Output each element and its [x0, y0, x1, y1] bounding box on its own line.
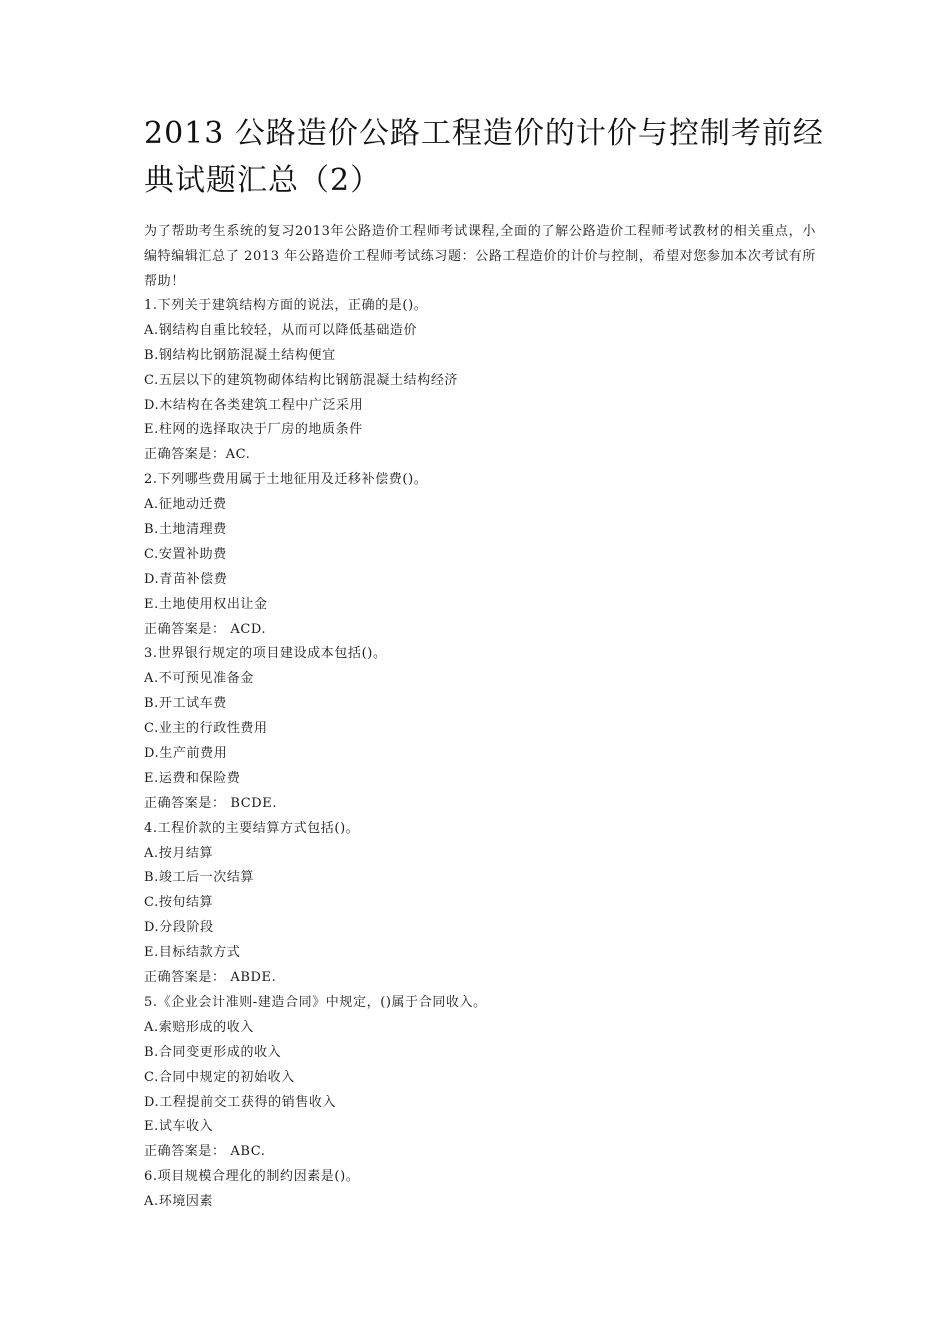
question-list [144, 294, 816, 1215]
question-2 [144, 468, 816, 642]
question-stem: 3.世界银行规定的项目建设成本包括()。 [144, 646, 387, 662]
option-b: B.合同变更形成的收入 [144, 1044, 282, 1060]
question-stem: 6.项目规模合理化的制约因素是()。 [144, 1169, 360, 1185]
answer-line: 正确答案是： BCDE. [144, 795, 278, 811]
question-1 [144, 294, 816, 468]
option-c: C.按旬结算 [144, 895, 214, 911]
question-stem: 4.工程价款的主要结算方式包括()。 [144, 820, 360, 836]
option-e: E.目标结款方式 [144, 945, 241, 961]
option-c: C.安置补助费 [144, 546, 227, 562]
option-d: D.青苗补偿费 [144, 571, 228, 587]
answer-line: 正确答案是：AC. [144, 447, 251, 463]
option-a: A.按月结算 [144, 845, 214, 861]
document-body [144, 219, 816, 1215]
answer-line: 正确答案是： ACD. [144, 621, 267, 637]
option-e: E.试车收入 [144, 1119, 214, 1135]
question-stem: 1.下列关于建筑结构方面的说法，正确的是()。 [144, 298, 428, 313]
option-c: C.五层以下的建筑物砌体结构比钢筋混凝土结构经济 [144, 372, 459, 388]
option-b: B.钢结构比钢筋混凝土结构便宜 [144, 347, 336, 363]
option-d: D.工程提前交工获得的销售收入 [144, 1094, 337, 1110]
question-4 [144, 817, 816, 991]
document-title: 2013 公路造价公路工程造价的计价与控制考前经典试题汇总（2） [144, 116, 824, 198]
option-d: D.分段阶段 [144, 920, 214, 936]
option-b: B.竣工后一次结算 [144, 870, 255, 886]
option-a: A.征地动迁费 [144, 497, 227, 513]
option-c: C.合同中规定的初始收入 [144, 1069, 295, 1085]
option-a: A.索赔形成的收入 [144, 1019, 254, 1035]
answer-line: 正确答案是： ABDE. [144, 970, 277, 986]
option-e: E.柱网的选择取决于厂房的地质条件 [144, 422, 363, 438]
option-a: A.不可预见准备金 [144, 671, 254, 687]
answer-line: 正确答案是： ABC. [144, 1144, 266, 1160]
option-d: D.木结构在各类建筑工程中广泛采用 [144, 397, 364, 413]
option-c: C.业主的行政性费用 [144, 721, 268, 737]
option-b: B.开工试车费 [144, 696, 227, 712]
intro-paragraph: 为了帮助考生系统的复习2013年公路造价工程师考试课程,全面的了解公路造价工程师考试教材的相关重点，小编特编辑汇总了 2013 年公路造价工程师考试练习题：公路工程造价的计价与控制，希望对您参加本次考试有所帮助！ [144, 224, 816, 289]
question-3 [144, 642, 816, 816]
question-5 [144, 991, 816, 1165]
question-6 [144, 1165, 816, 1215]
option-a: A.钢结构自重比较轻，从而可以降低基础造价 [144, 322, 418, 338]
question-stem: 5.《企业会计准则-建造合同》中规定，()属于合同收入。 [144, 994, 487, 1010]
option-e: E.土地使用权出让金 [144, 596, 268, 612]
option-e: E.运费和保险费 [144, 770, 241, 786]
option-d: D.生产前费用 [144, 746, 228, 762]
option-a: A.环境因素 [144, 1194, 214, 1210]
option-b: B.土地清理费 [144, 522, 227, 538]
question-stem: 2.下列哪些费用属于土地征用及迁移补偿费()。 [144, 472, 428, 488]
